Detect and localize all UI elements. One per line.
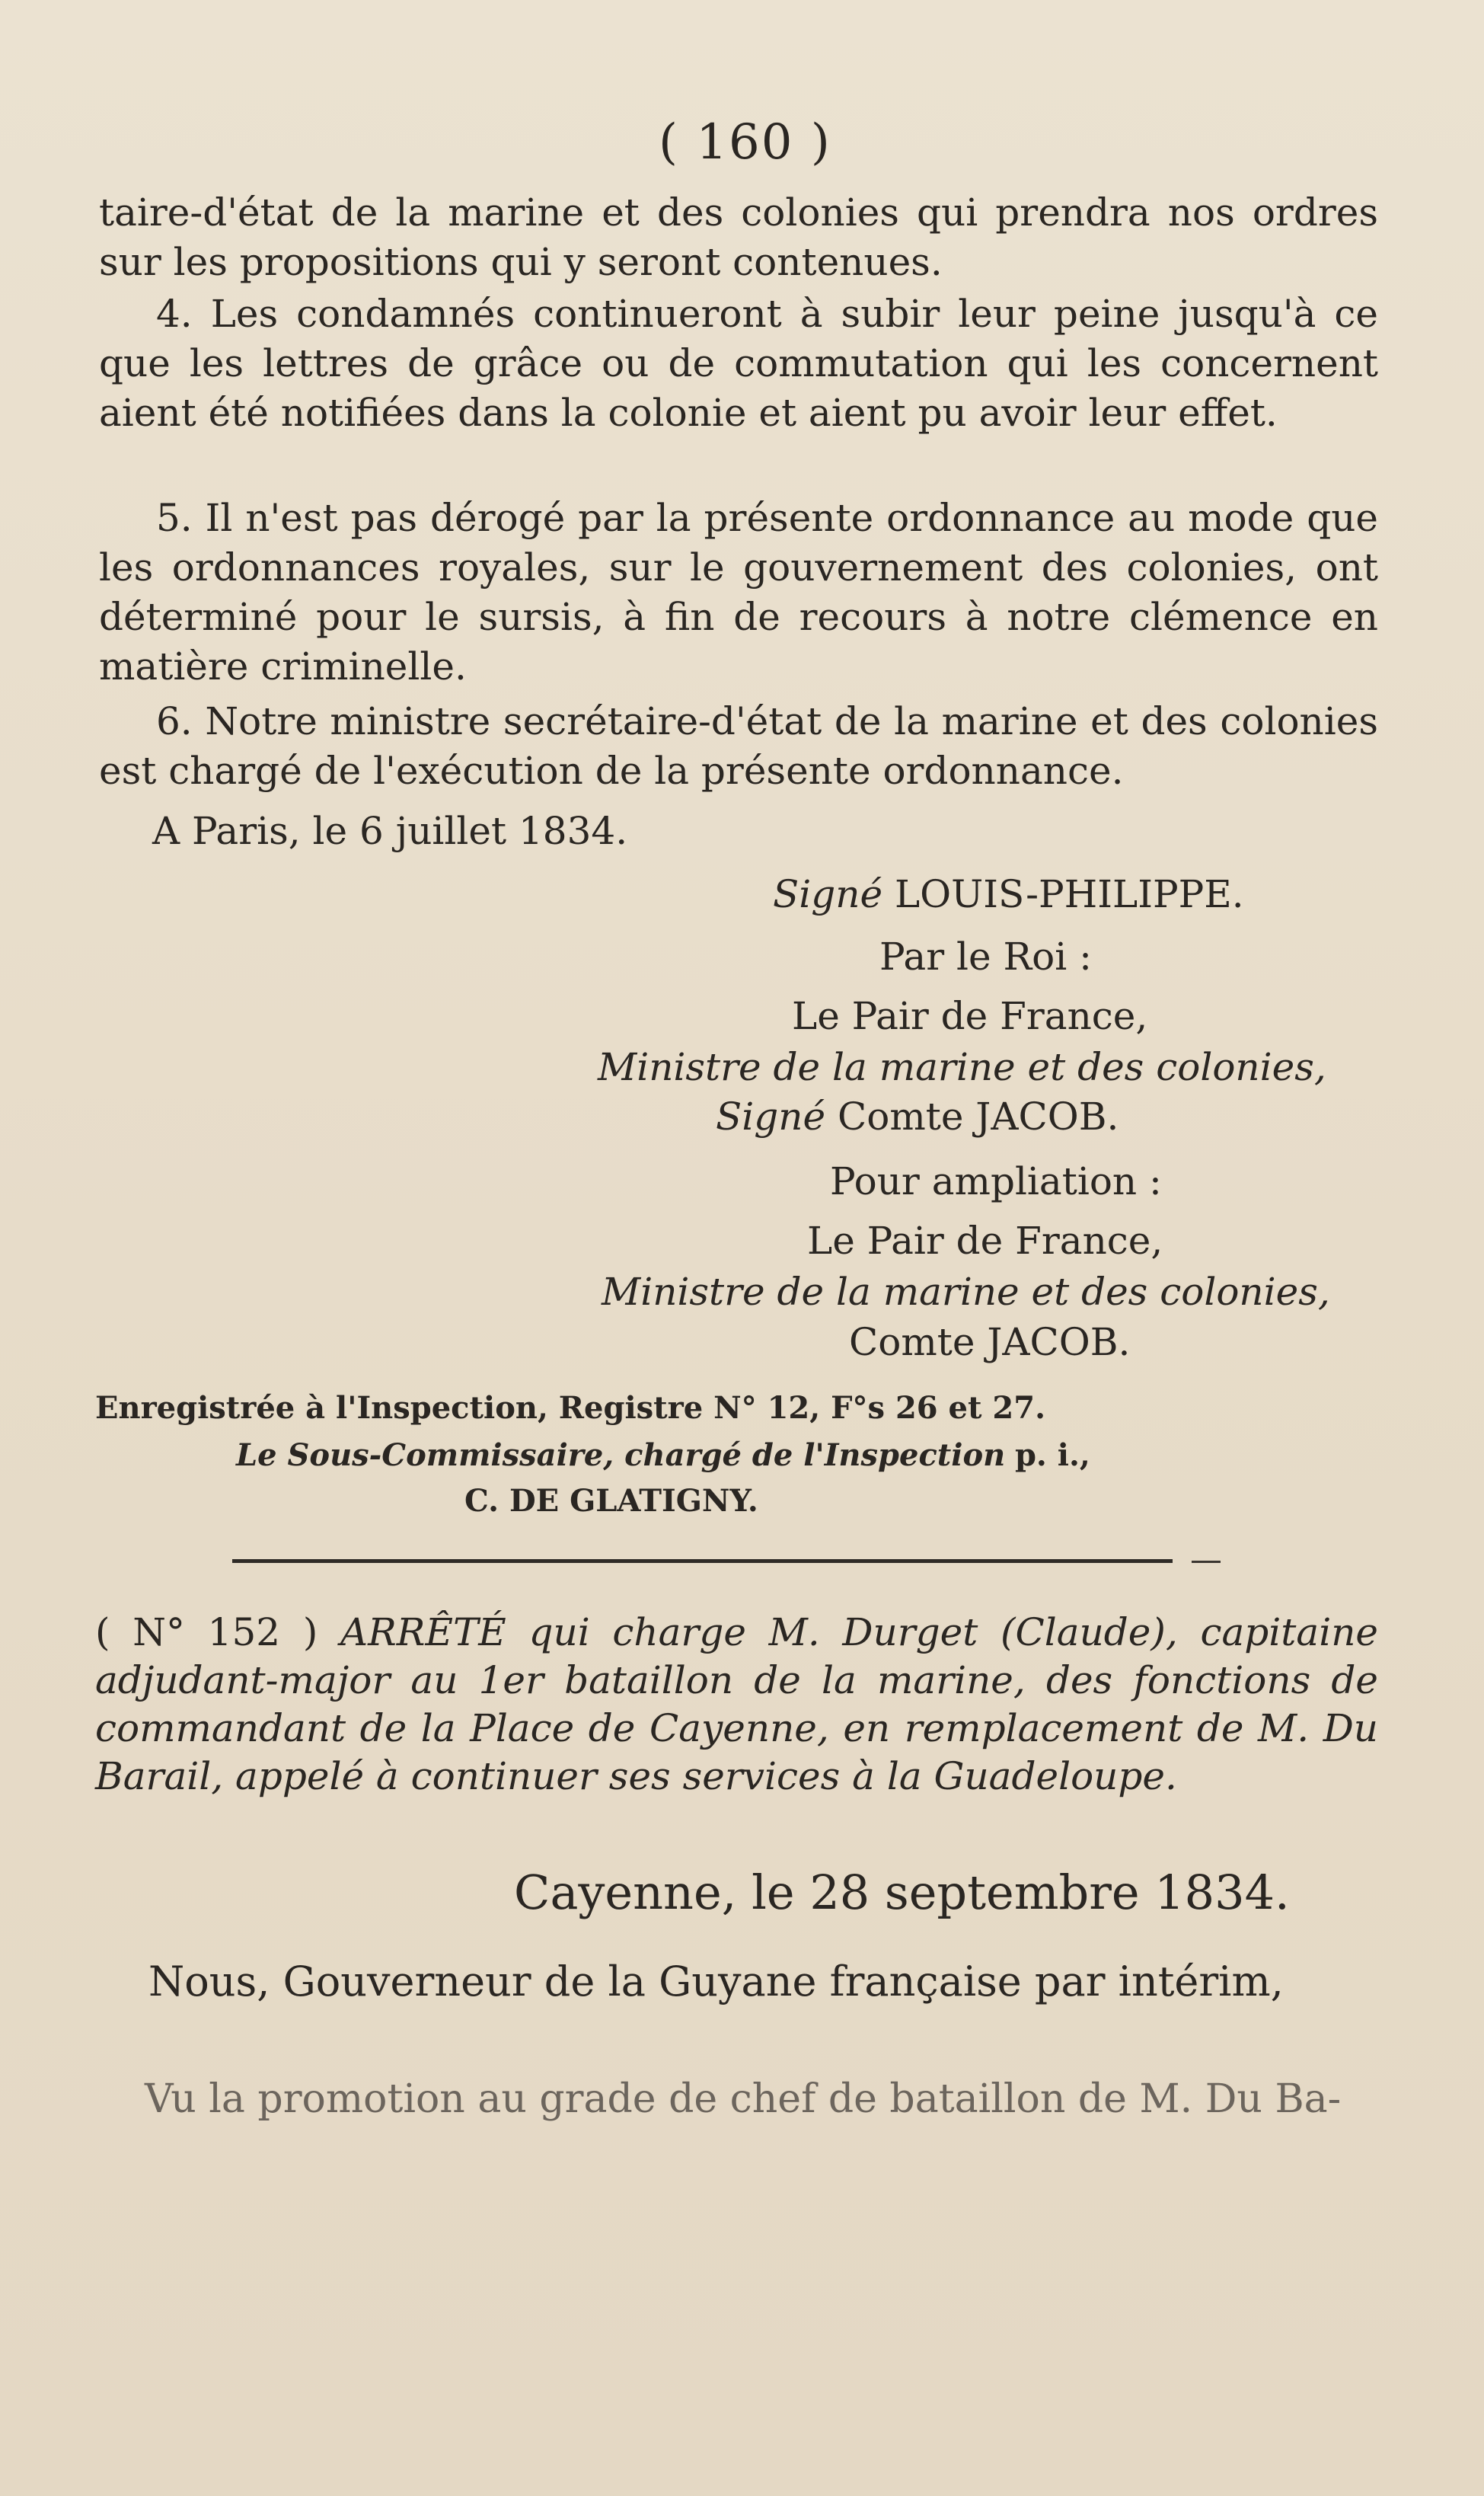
signe-label: Signé [773, 872, 883, 916]
king-signature [773, 872, 1244, 916]
sous-commissaire-title: Le Sous-Commissaire, chargé de l'Inspection [236, 1437, 1006, 1473]
section-divider [232, 1559, 1173, 1563]
pour-ampliation: Pour ampliation : [830, 1159, 1162, 1203]
par-le-roi: Par le Roi : [879, 935, 1092, 979]
article-number: 5. [156, 496, 193, 540]
article-number: 4. [156, 292, 193, 336]
ministre-title: Ministre de la marine et des colonies, [598, 1045, 1326, 1089]
vu-line: Vu la promotion au grade de chef de bataillon de M. Du Ba- [145, 2076, 1342, 2122]
signe-label: Signé [716, 1095, 826, 1139]
registration-line: Enregistrée à l'Inspection, Registre N° 12, F°s 26 et 27. [95, 1390, 1045, 1426]
page-number: ( 160 ) [659, 114, 831, 171]
article-4 [99, 289, 1378, 438]
sous-commissaire-line [236, 1437, 1090, 1473]
article-number: 6. [156, 699, 193, 743]
minister-name: Comte JACOB. [837, 1095, 1119, 1139]
minister-signature [716, 1095, 1119, 1139]
continuation-paragraph: taire-d'état de la marine et des colonies qui prendra nos ordres sur les propositions qui y seront contenues. [99, 190, 1378, 284]
pair-de-france: Le Pair de France, [792, 994, 1148, 1038]
king-name: LOUIS-PHILIPPE. [894, 872, 1244, 916]
glatigny-signature: C. DE GLATIGNY. [464, 1483, 758, 1519]
pair-de-france-2: Le Pair de France, [807, 1219, 1163, 1263]
par-interim-abbrev: p. i., [1014, 1437, 1090, 1473]
article-6 [99, 697, 1378, 796]
arrete-number: ( N° 152 ) [95, 1610, 318, 1654]
article-5 [99, 494, 1378, 692]
ministre-title-2: Ministre de la marine et des colonies, [602, 1270, 1330, 1314]
arrete-heading [95, 1609, 1378, 1801]
article-text: Il n'est pas dérogé par la présente ordonnance au mode que les ordonnances royales, sur le gouvernement des colonies, ont déterminé pour le sursis, à fin de recours à notre clémence en matière criminelle. [99, 496, 1378, 689]
article-text: Notre ministre secrétaire-d'état de la marine et des colonies est chargé de l'exécution de la présente ordonnance. [99, 699, 1378, 793]
divider-tail [1192, 1561, 1221, 1563]
article-text: Les condamnés continueront à subir leur peine jusqu'à ce que les lettres de grâce ou de commutation qui les concernent aient été notifiées dans la colonie et aient pu avoir leur effet. [99, 292, 1378, 435]
minister-name-2: Comte JACOB. [849, 1320, 1131, 1364]
nous-line: Nous, Gouverneur de la Guyane française par intérim, [148, 1957, 1284, 2005]
place-date: Cayenne, le 28 septembre 1834. [514, 1865, 1290, 1920]
arrete-title-text: ARRÊTÉ qui charge M. Durget (Claude), capitaine adjudant-major au 1er bataillon de la marine, des fonctions de commandant de la Place de Cayenne, en remplacement de M. Du Barail, appelé à continuer ses services à la Guadeloupe. [95, 1610, 1378, 1798]
date-line: A Paris, le 6 juillet 1834. [152, 809, 628, 853]
